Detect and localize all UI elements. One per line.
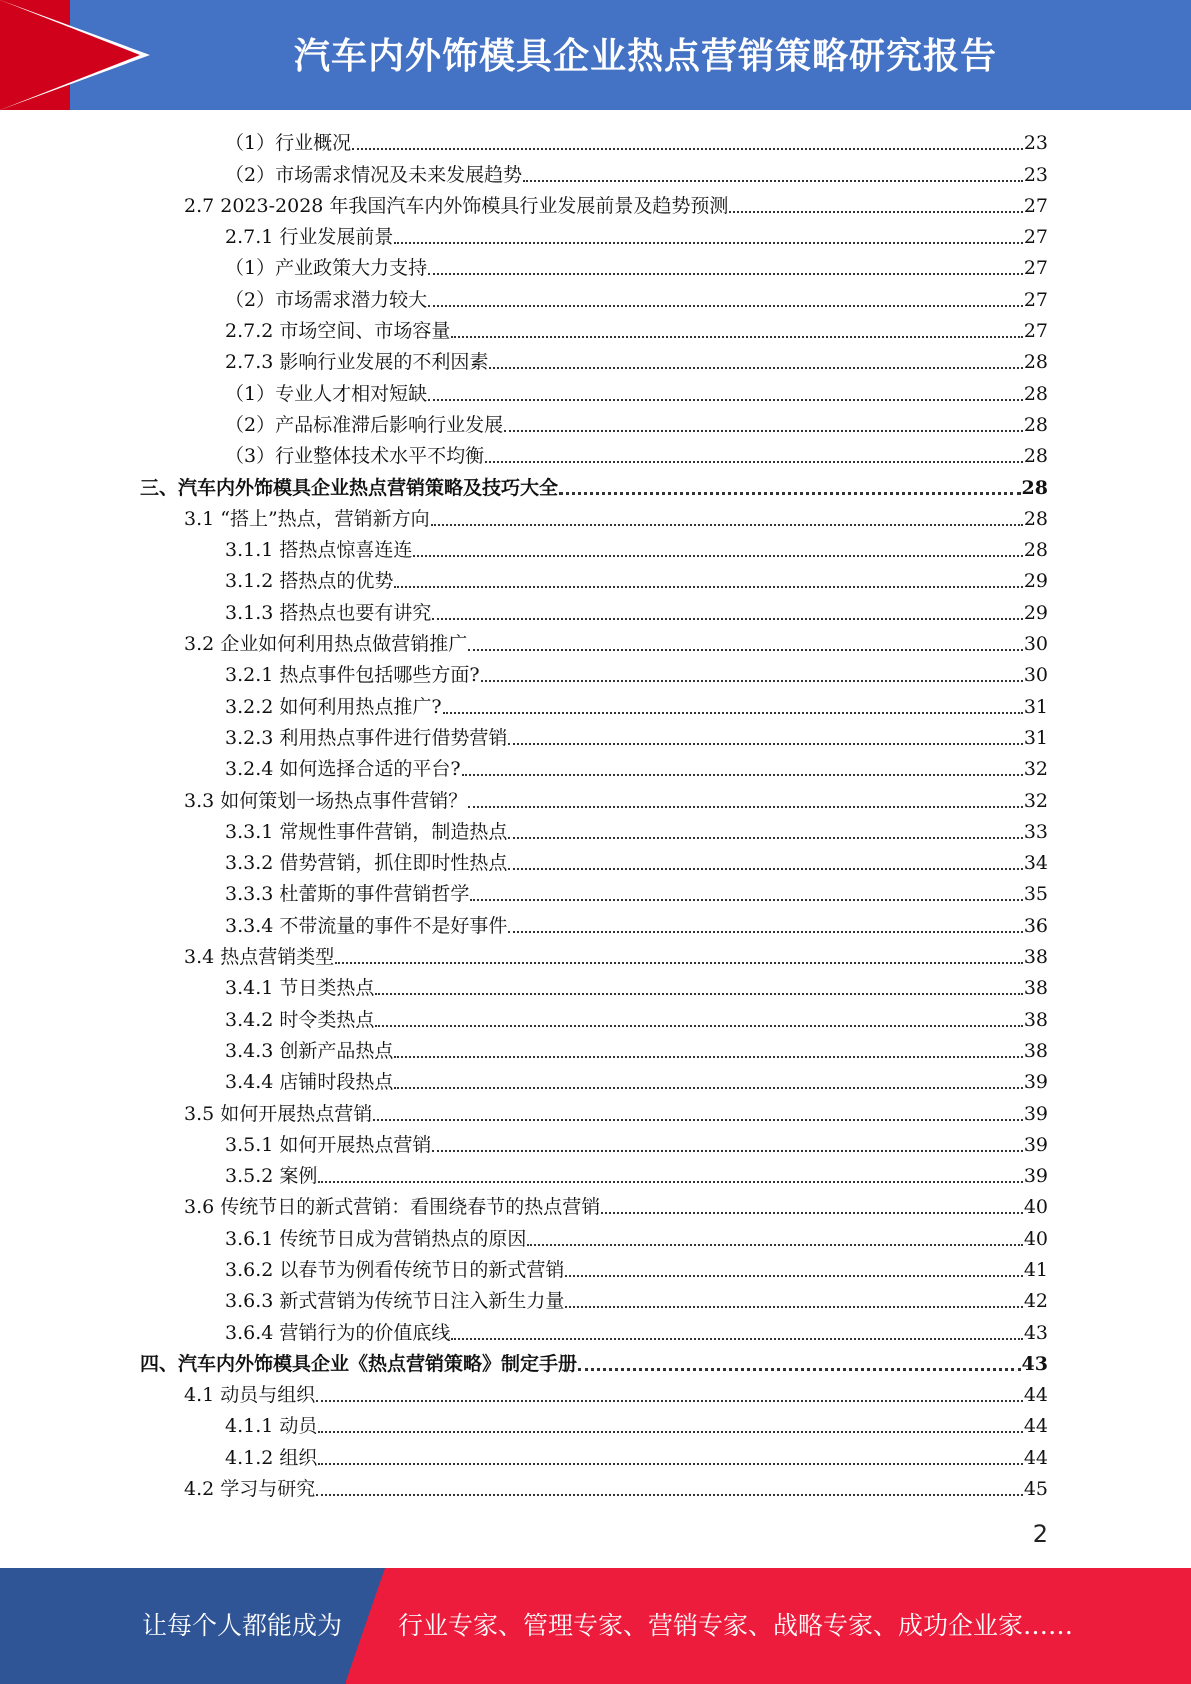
toc-entry[interactable] (140, 942, 1048, 973)
toc-entry-page: 29 (1023, 570, 1048, 593)
toc-entry-page: 39 (1023, 1071, 1048, 1094)
toc-leader-dots (318, 1431, 1022, 1433)
toc-entry-page: 28 (1023, 413, 1048, 436)
toc-entry[interactable] (140, 1161, 1048, 1192)
toc-leader-dots (394, 1056, 1022, 1058)
toc-entry[interactable] (140, 1411, 1048, 1442)
toc-entry[interactable] (140, 128, 1048, 159)
toc-entry-page: 39 (1023, 1165, 1048, 1188)
toc-entry[interactable] (140, 1380, 1048, 1411)
toc-entry-page: 28 (1023, 382, 1048, 405)
toc-entry-page: 28 (1023, 539, 1048, 562)
toc-leader-dots (318, 1181, 1022, 1183)
toc-leader-dots (601, 1212, 1023, 1214)
page-footer (0, 1568, 1191, 1684)
toc-entry[interactable] (140, 1255, 1048, 1286)
toc-entry-page: 27 (1023, 320, 1048, 343)
toc-entry-title: （2）产品标准滞后影响行业发展 (225, 413, 504, 436)
toc-entry-title: （2）市场需求情况及未来发展趋势 (225, 163, 523, 186)
toc-entry-title: 3.6.2 以春节为例看传统节日的新式营销 (225, 1258, 565, 1281)
toc-entry[interactable] (140, 1130, 1048, 1161)
toc-entry-title: （1）专业人才相对短缺 (225, 382, 428, 405)
toc-entry-page: 27 (1023, 257, 1048, 280)
toc-leader-dots (428, 273, 1023, 275)
toc-entry-page: 31 (1023, 695, 1048, 718)
toc-entry[interactable] (140, 159, 1048, 190)
toc-entry-title: 3.3 如何策划一场热点事件营销？ (184, 789, 468, 812)
toc-leader-dots (432, 1150, 1022, 1152)
toc-entry-title: 四、汽车内外饰模具企业《热点营销策略》制定手册 (140, 1352, 578, 1375)
toc-entry-page: 43 (1023, 1321, 1048, 1344)
toc-entry-page: 44 (1023, 1415, 1048, 1438)
toc-entry[interactable] (140, 347, 1048, 378)
toc-entry-page: 40 (1023, 1227, 1048, 1250)
toc-entry-title: 3.3.2 借势营销，抓住即时性热点 (225, 852, 508, 875)
toc-leader-dots (443, 712, 1023, 714)
toc-leader-dots (578, 1368, 1021, 1371)
toc-entry[interactable] (140, 785, 1048, 816)
toc-entry-title: 3.2 企业如何利用热点做营销推广 (184, 633, 468, 656)
toc-entry-page: 40 (1023, 1196, 1048, 1219)
toc-entry[interactable] (140, 566, 1048, 597)
toc-entry-page: 23 (1023, 132, 1048, 155)
toc-entry-title: 3.4 热点营销类型 (184, 946, 335, 969)
toc-entry-page: 33 (1023, 820, 1048, 843)
toc-entry-page: 28 (1023, 445, 1048, 468)
toc-leader-dots (468, 806, 1023, 808)
toc-entry-title: 3.5.2 案例 (225, 1165, 318, 1188)
toc-entry[interactable] (140, 1223, 1048, 1254)
toc-entry-page: 44 (1023, 1384, 1048, 1407)
toc-entry[interactable] (140, 597, 1048, 628)
toc-entry-page: 30 (1023, 664, 1048, 687)
toc-leader-dots (451, 1338, 1022, 1340)
page-header (0, 0, 1191, 110)
toc-entry-title: 3.4.3 创新产品热点 (225, 1039, 394, 1062)
table-of-contents (140, 128, 1048, 1505)
toc-entry[interactable] (140, 817, 1048, 848)
toc-entry-page: 28 (1021, 476, 1048, 499)
toc-entry-title: 3.1.3 搭热点也要有讲究 (225, 601, 432, 624)
toc-entry[interactable] (140, 879, 1048, 910)
toc-entry-title: 3.3.3 杜蕾斯的事件营销哲学 (225, 883, 470, 906)
toc-entry[interactable] (140, 754, 1048, 785)
toc-entry-page: 29 (1023, 601, 1048, 624)
page-number: 2 (1032, 1520, 1048, 1548)
toc-entry-page: 28 (1023, 507, 1048, 530)
toc-leader-dots (431, 524, 1023, 526)
toc-leader-dots (428, 399, 1023, 401)
toc-entry-title: 3.5.1 如何开展热点营销 (225, 1133, 432, 1156)
toc-entry-page: 39 (1023, 1102, 1048, 1125)
toc-leader-dots (413, 555, 1022, 557)
toc-entry-page: 30 (1023, 633, 1048, 656)
toc-entry-title: 3.5 如何开展热点营销 (184, 1102, 373, 1125)
toc-entry[interactable] (140, 378, 1048, 409)
toc-entry-title: 3.1 “搭上”热点，营销新方向 (184, 507, 430, 530)
toc-entry-title: 三、汽车内外饰模具企业热点营销策略及技巧大全 (140, 476, 559, 499)
toc-entry[interactable] (140, 1442, 1048, 1473)
toc-leader-dots (523, 180, 1023, 182)
toc-leader-dots (527, 1244, 1022, 1246)
toc-leader-dots (729, 211, 1022, 213)
toc-entry-page: 36 (1023, 914, 1048, 937)
toc-entry-page: 27 (1023, 226, 1048, 249)
toc-entry[interactable] (140, 973, 1048, 1004)
toc-entry-title: 3.6.1 传统节日成为营销热点的原因 (225, 1227, 527, 1250)
toc-entry-page: 34 (1023, 852, 1048, 875)
toc-entry[interactable] (140, 535, 1048, 566)
toc-entry-page: 39 (1023, 1133, 1048, 1156)
toc-entry[interactable] (140, 1098, 1048, 1129)
toc-entry[interactable] (140, 1349, 1048, 1380)
toc-leader-dots (316, 1494, 1023, 1496)
toc-entry-title: 3.6 传统节日的新式营销：看围绕春节的热点营销 (184, 1196, 601, 1219)
toc-leader-dots (462, 774, 1023, 776)
toc-entry-page: 32 (1023, 758, 1048, 781)
toc-entry-page: 38 (1023, 977, 1048, 1000)
toc-leader-dots (373, 1119, 1023, 1121)
toc-entry[interactable] (140, 1474, 1048, 1505)
toc-entry-title: 2.7.1 行业发展前景 (225, 226, 394, 249)
toc-leader-dots (316, 1400, 1023, 1402)
toc-leader-dots (508, 931, 1022, 933)
toc-entry-title: 3.3.1 常规性事件营销，制造热点 (225, 820, 508, 843)
toc-entry-title: 3.2.2 如何利用热点推广? (225, 695, 442, 718)
toc-leader-dots (375, 1025, 1022, 1027)
toc-entry[interactable] (140, 253, 1048, 284)
toc-leader-dots (489, 367, 1022, 369)
toc-entry-title: 4.1 动员与组织 (184, 1384, 316, 1407)
toc-entry[interactable] (140, 1192, 1048, 1223)
toc-leader-dots (470, 899, 1022, 901)
toc-entry-title: （2）市场需求潜力较大 (225, 288, 428, 311)
footer-blue-slant (345, 1568, 385, 1684)
toc-leader-dots (508, 743, 1022, 745)
footer-slogan-right: 行业专家、管理专家、营销专家、战略专家、成功企业家…… (398, 1611, 1074, 1640)
toc-entry-title: 2.7.2 市场空间、市场容量 (225, 320, 451, 343)
toc-entry-title: 3.4.2 时令类热点 (225, 1008, 375, 1031)
toc-entry[interactable] (140, 629, 1048, 660)
toc-leader-dots (375, 993, 1022, 995)
toc-entry-title: 3.2.4 如何选择合适的平台? (225, 758, 461, 781)
toc-entry[interactable] (140, 1067, 1048, 1098)
toc-entry-title: 2.7.3 影响行业发展的不利因素 (225, 351, 489, 374)
toc-leader-dots (508, 837, 1022, 839)
toc-entry-title: 2.7 2023-2028 年我国汽车内外饰模具行业发展前景及趋势预测 (184, 194, 729, 217)
toc-entry[interactable] (140, 1317, 1048, 1348)
toc-entry[interactable] (140, 660, 1048, 691)
toc-entry-title: 3.2.3 利用热点事件进行借势营销 (225, 726, 508, 749)
toc-entry[interactable] (140, 441, 1048, 472)
toc-leader-dots (485, 461, 1023, 463)
toc-entry-page: 43 (1021, 1352, 1048, 1375)
document-title: 汽车内外饰模具企业热点营销策略研究报告 (293, 36, 997, 77)
toc-leader-dots (508, 868, 1022, 870)
toc-entry[interactable] (140, 284, 1048, 315)
toc-entry-page: 27 (1023, 288, 1048, 311)
toc-entry-title: （1）行业概况 (225, 132, 352, 155)
toc-leader-dots (335, 962, 1023, 964)
toc-entry[interactable] (140, 910, 1048, 941)
toc-entry[interactable] (140, 472, 1048, 503)
toc-entry-title: 3.1.2 搭热点的优势 (225, 570, 394, 593)
toc-entry-page: 42 (1023, 1290, 1048, 1313)
toc-leader-dots (559, 492, 1021, 495)
toc-entry-title: 3.3.4 不带流量的事件不是好事件 (225, 914, 508, 937)
toc-entry-page: 41 (1023, 1258, 1048, 1281)
toc-entry-page: 38 (1023, 1039, 1048, 1062)
toc-leader-dots (394, 1087, 1022, 1089)
toc-entry-page: 31 (1023, 726, 1048, 749)
toc-entry-page: 38 (1023, 946, 1048, 969)
toc-entry-title: 3.4.1 节日类热点 (225, 977, 375, 1000)
toc-entry-title: 3.6.4 营销行为的价值底线 (225, 1321, 451, 1344)
toc-entry-page: 45 (1023, 1478, 1048, 1501)
toc-entry[interactable] (140, 1036, 1048, 1067)
toc-entry[interactable] (140, 191, 1048, 222)
toc-leader-dots (468, 649, 1023, 651)
toc-entry-title: 3.6.3 新式营销为传统节日注入新生力量 (225, 1290, 565, 1313)
toc-entry-title: 3.1.1 搭热点惊喜连连 (225, 539, 413, 562)
toc-entry-page: 35 (1023, 883, 1048, 906)
toc-entry-title: 3.4.4 店铺时段热点 (225, 1071, 394, 1094)
toc-entry-title: 4.2 学习与研究 (184, 1478, 316, 1501)
toc-leader-dots (565, 1275, 1022, 1277)
toc-entry[interactable] (140, 222, 1048, 253)
toc-leader-dots (504, 430, 1023, 432)
toc-leader-dots (394, 242, 1022, 244)
toc-entry[interactable] (140, 1004, 1048, 1035)
toc-leader-dots (432, 618, 1022, 620)
toc-entry-title: （3）行业整体技术水平不均衡 (225, 445, 485, 468)
toc-entry-page: 27 (1023, 194, 1048, 217)
toc-entry-title: 3.2.1 热点事件包括哪些方面? (225, 664, 480, 687)
toc-leader-dots (451, 336, 1022, 338)
toc-entry-page: 28 (1023, 351, 1048, 374)
toc-leader-dots (394, 586, 1022, 588)
toc-leader-dots (481, 680, 1023, 682)
toc-leader-dots (318, 1463, 1022, 1465)
toc-entry-title: 4.1.1 动员 (225, 1415, 318, 1438)
toc-entry-title: 4.1.2 组织 (225, 1446, 318, 1469)
toc-entry-page: 38 (1023, 1008, 1048, 1031)
toc-entry-page: 23 (1023, 163, 1048, 186)
toc-entry-page: 32 (1023, 789, 1048, 812)
toc-entry[interactable] (140, 848, 1048, 879)
footer-slogan-left: 让每个人都能成为 (142, 1611, 343, 1640)
toc-entry-page: 44 (1023, 1446, 1048, 1469)
toc-leader-dots (565, 1306, 1022, 1308)
toc-entry-title: （1）产业政策大力支持 (225, 257, 428, 280)
toc-leader-dots (352, 148, 1023, 150)
toc-entry[interactable] (140, 1286, 1048, 1317)
toc-entry[interactable] (140, 410, 1048, 441)
toc-entry[interactable] (140, 504, 1048, 535)
toc-leader-dots (428, 305, 1023, 307)
toc-entry[interactable] (140, 316, 1048, 347)
toc-entry[interactable] (140, 691, 1048, 722)
toc-entry[interactable] (140, 723, 1048, 754)
